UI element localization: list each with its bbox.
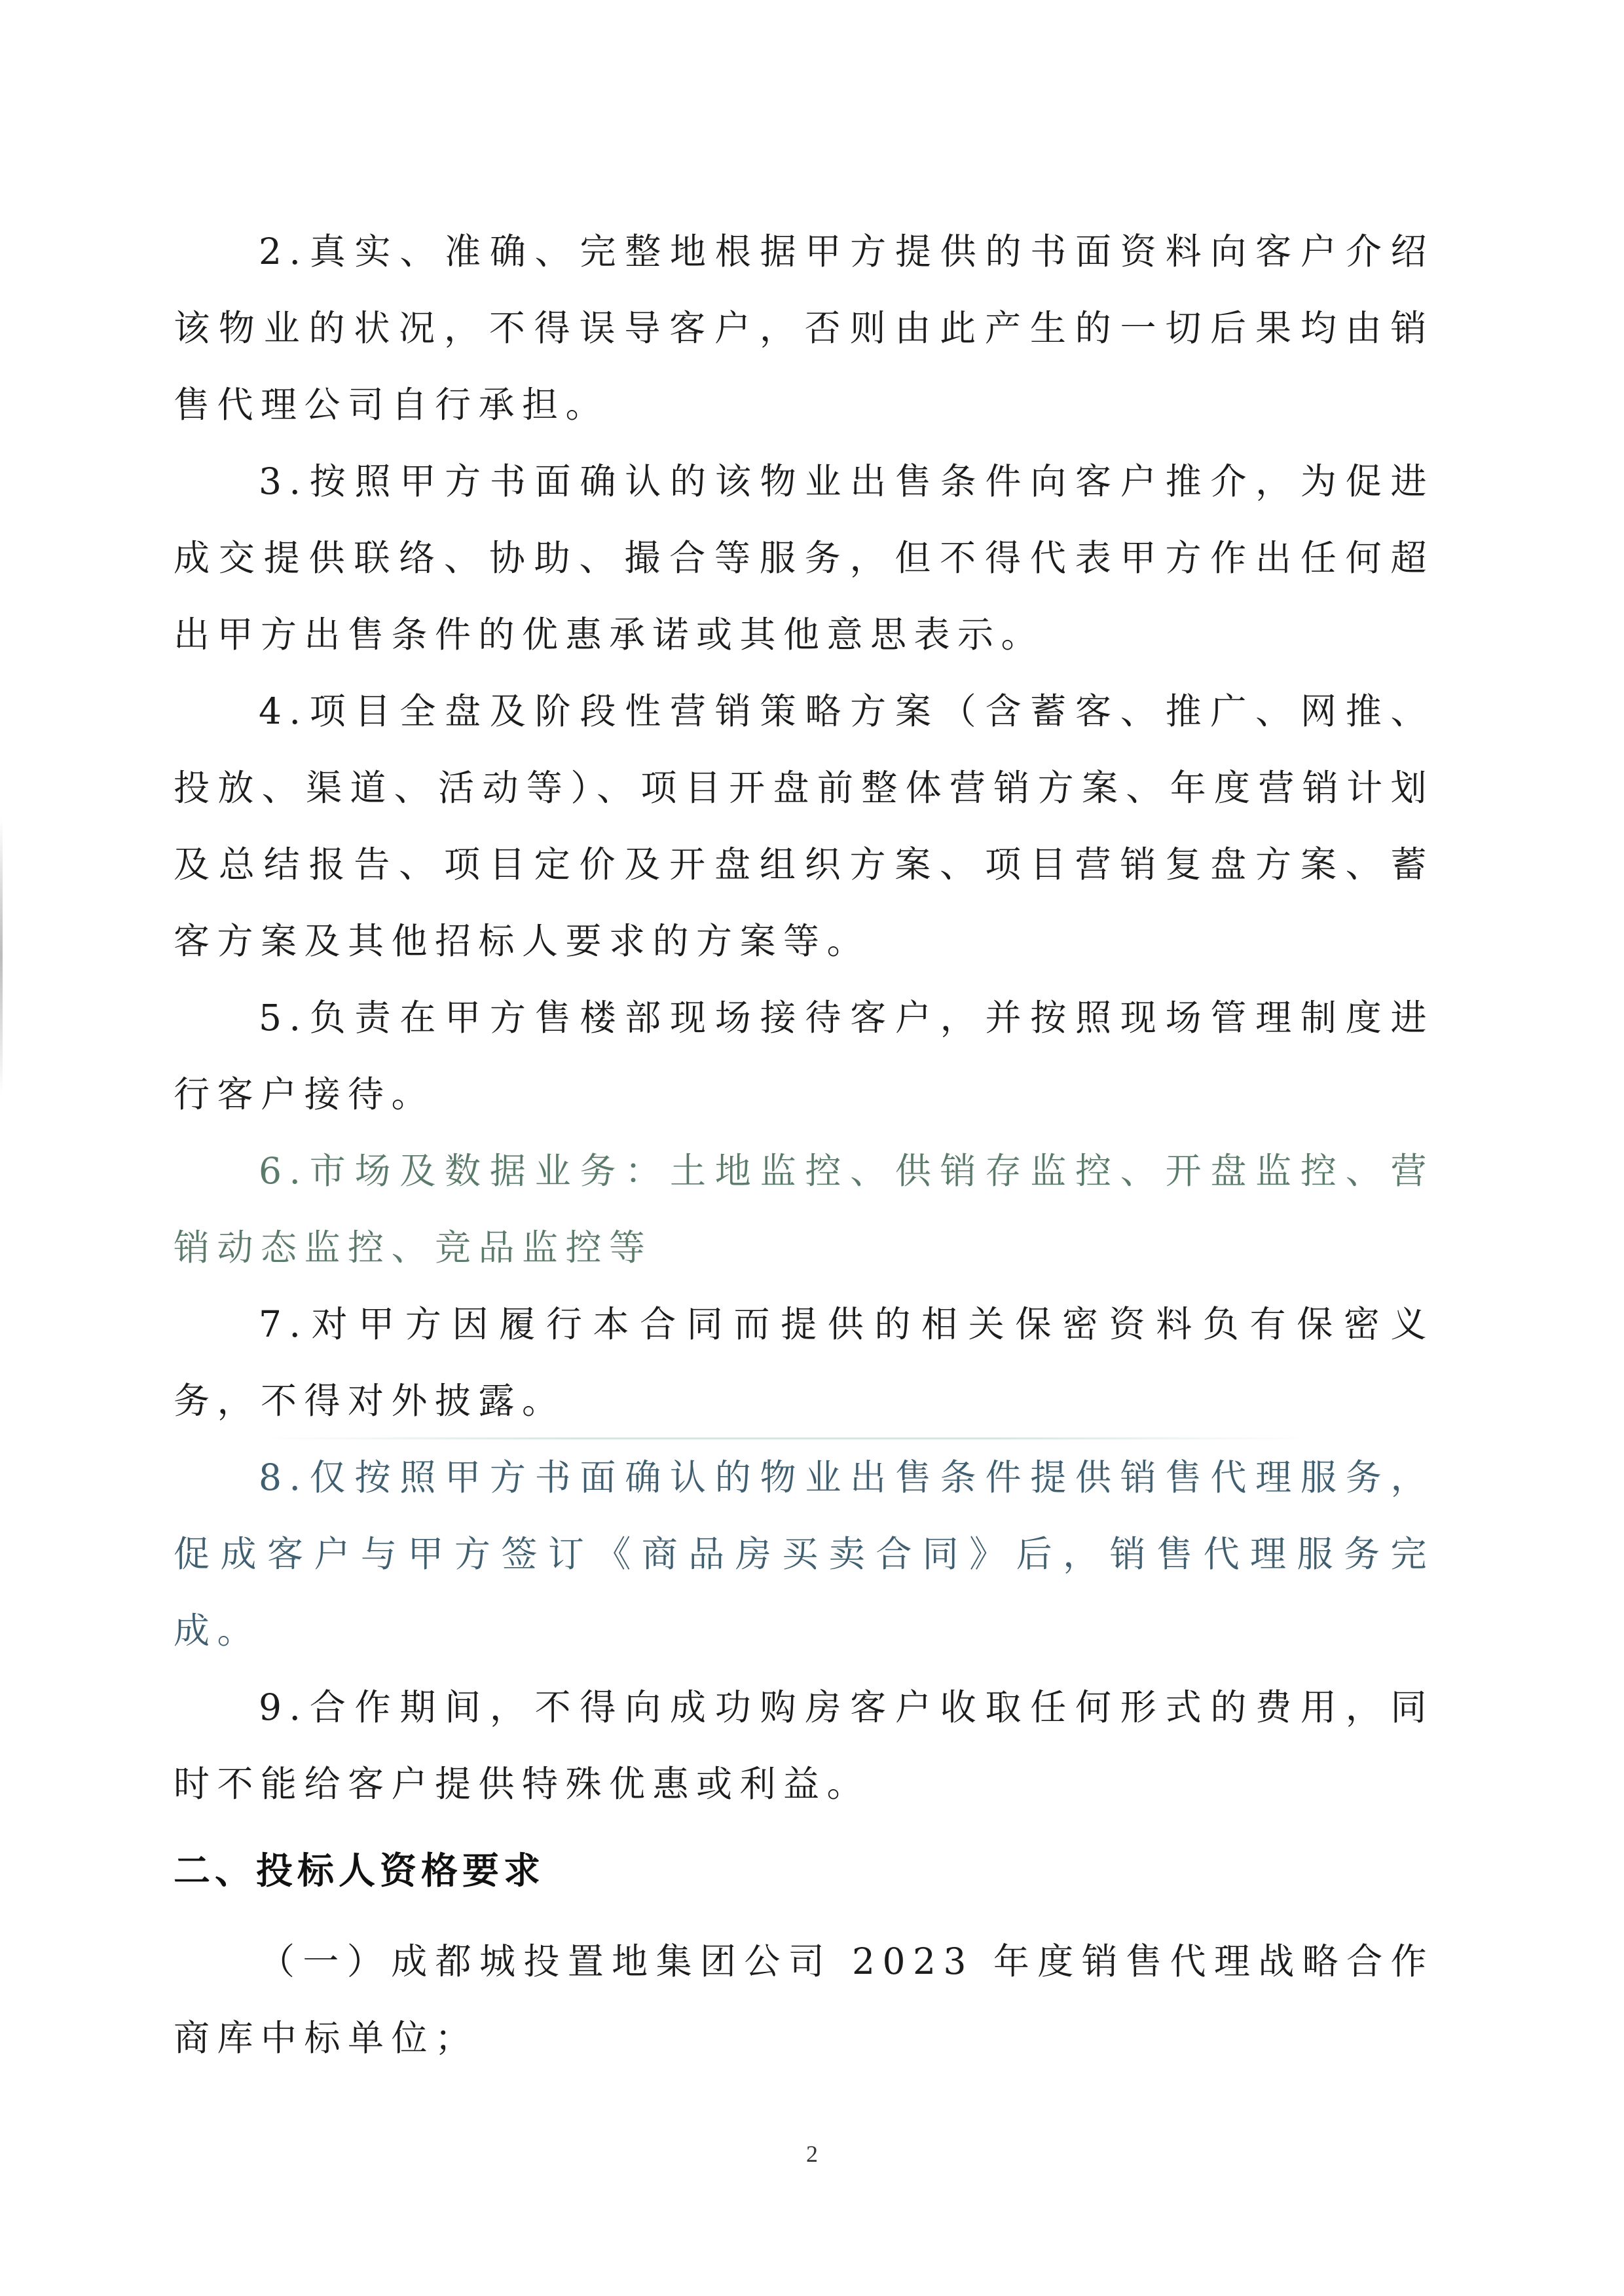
paragraph-item-6: 6.市场及数据业务：土地监控、供销存监控、开盘监控、营销动态监控、竞品监控等 (174, 1150, 1434, 1268)
paragraph-qualification-1: （一）成都城投置地集团公司 2023 年度销售代理战略合作商库中标单位； (174, 1940, 1434, 2059)
page-number: 2 (806, 2141, 818, 2167)
document-body (174, 213, 1434, 2077)
paragraph-item-5: 5.负责在甲方售楼部现场接待客户，并按照现场管理制度进行客户接待。 (174, 997, 1434, 1115)
paragraph-item-9: 9.合作期间，不得向成功购房客户收取任何形式的费用，同时不能给客户提供特殊优惠或利益。 (174, 1686, 1434, 1805)
paragraph-item-2: 2.真实、准确、完整地根据甲方提供的书面资料向客户介绍该物业的状况，不得误导客户，否则由此产生的一切后果均由销售代理公司自行承担。 (174, 231, 1434, 426)
paragraph-item-3: 3.按照甲方书面确认的该物业出售条件向客户推介，为促进成交提供联络、协助、撮合等服务，但不得代表甲方作出任何超出甲方出售条件的优惠承诺或其他意思表示。 (174, 460, 1434, 656)
section-heading-bidder-qualifications: 二、投标人资格要求 (174, 1850, 545, 1893)
scan-edge-mark (0, 819, 3, 1094)
scan-artifact-line (262, 1437, 1310, 1439)
paragraph-item-8: 8.仅按照甲方书面确认的物业出售条件提供销售代理服务，促成客户与甲方签订《商品房买卖合同》后，销售代理服务完成。 (174, 1456, 1434, 1652)
paragraph-item-4: 4.项目全盘及阶段性营销策略方案（含蓄客、推广、网推、投放、渠道、活动等）、项目开盘前整体营销方案、年度营销计划及总结报告、项目定价及开盘组织方案、项目营销复盘方案、蓄客方案及其他招标人要求的方案等。 (174, 690, 1434, 962)
paragraph-item-7: 7.对甲方因履行本合同而提供的相关保密资料负有保密义务，不得对外披露。 (174, 1303, 1434, 1422)
